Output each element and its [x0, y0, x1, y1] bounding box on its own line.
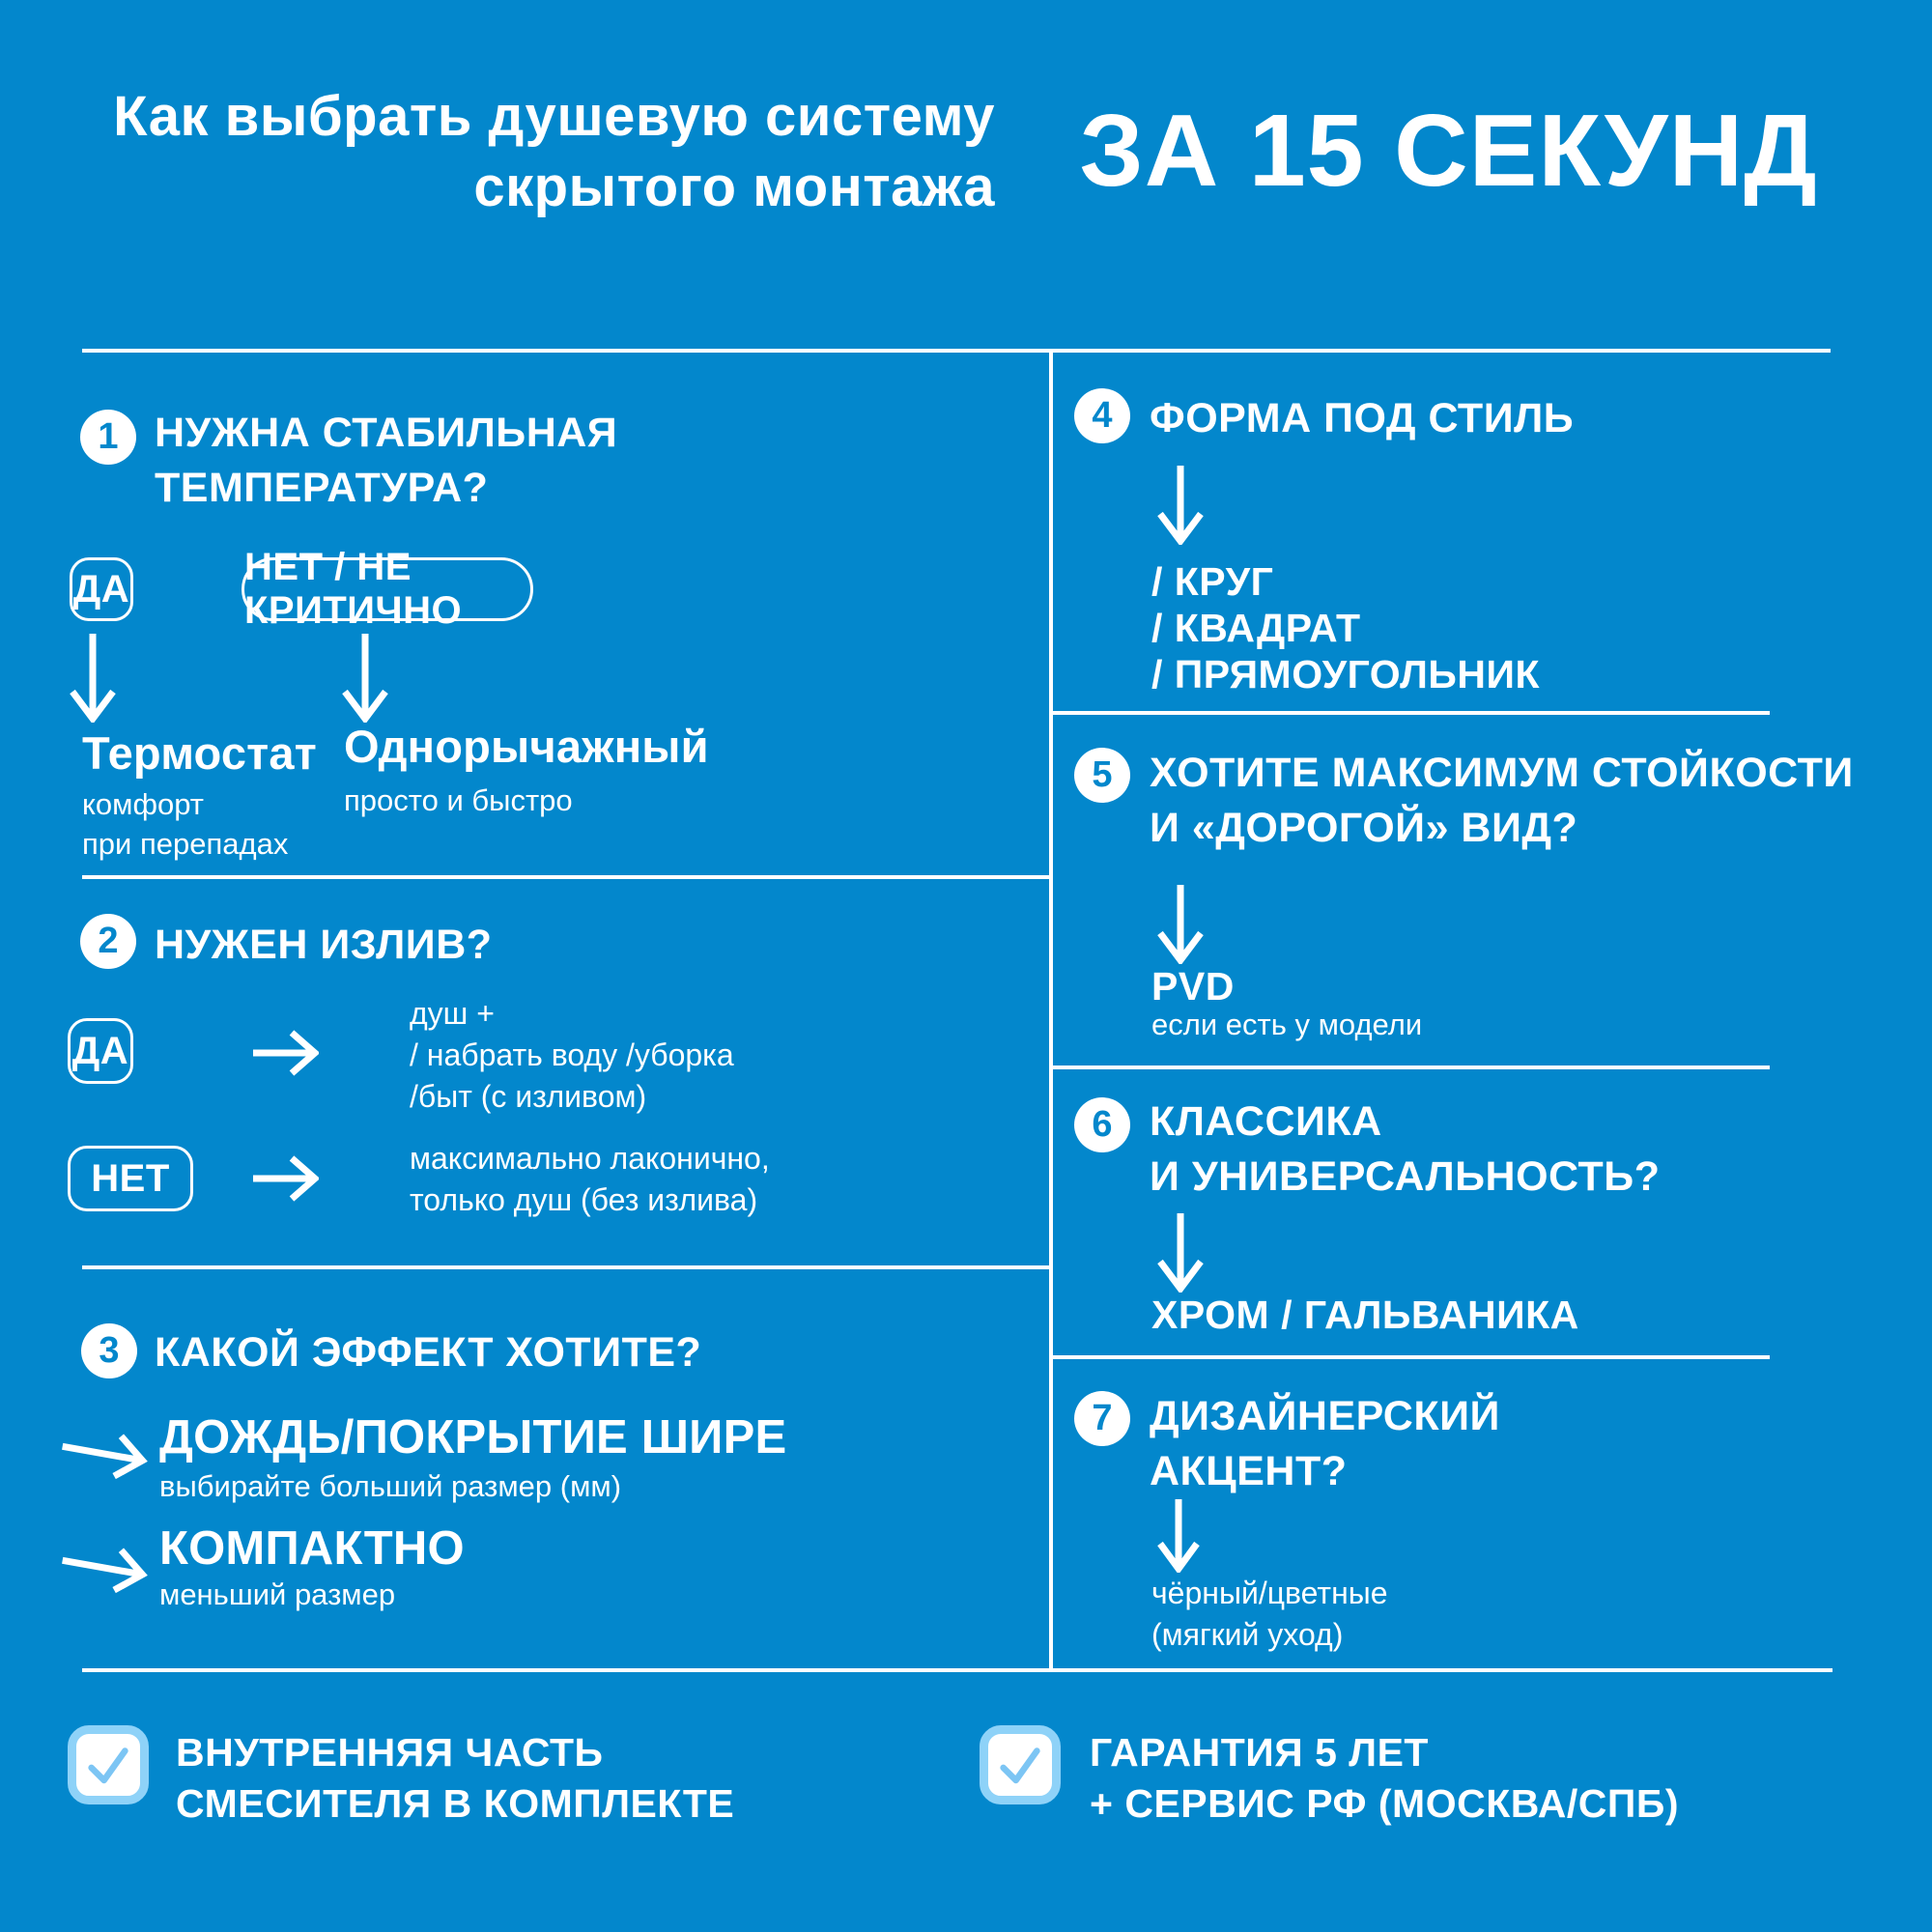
step4-badge: 4: [1074, 388, 1130, 443]
step2-yes-text-line3: /быт (с изливом): [410, 1079, 647, 1114]
step5-down-arrow-icon: [1155, 883, 1206, 964]
step1-badge: 1: [80, 410, 136, 465]
step3-option2-right-arrow-icon: [56, 1536, 152, 1599]
footer-checkbox2-checked-icon: [980, 1725, 1061, 1804]
step5-heading-line1: ХОТИТЕ МАКСИМУМ СТОЙКОСТИ: [1150, 750, 1854, 796]
step2-no-right-arrow-icon: [251, 1155, 319, 1202]
step5-heading-line2: И «ДОРОГОЙ» ВИД?: [1150, 805, 1578, 851]
step4-option-rectangle: / ПРЯМОУГОЛЬНИК: [1151, 652, 1540, 696]
step1-yes-result-title: Термостат: [82, 727, 317, 779]
step1-heading-line1: НУЖНА СТАБИЛЬНАЯ: [155, 410, 618, 456]
step6-badge: 6: [1074, 1097, 1130, 1152]
step6-heading: [1150, 1094, 1660, 1205]
top-divider: [82, 349, 1831, 353]
left-divider-2: [82, 1265, 1049, 1269]
step3-option2-title: КОМПАКТНО: [159, 1522, 465, 1575]
step7-heading-line2: АКЦЕНТ?: [1150, 1448, 1348, 1494]
right-divider-2: [1053, 1065, 1770, 1069]
step5-result-sub: если есть у модели: [1151, 1008, 1423, 1041]
step2-no-text-line1: максимально лаконично,: [410, 1141, 770, 1176]
step2-yes-text-line1: душ +: [410, 996, 495, 1031]
step6-heading-line2: И УНИВЕРСАЛЬНОСТЬ?: [1150, 1153, 1661, 1200]
step1-no-result-title: Однорычажный: [344, 721, 709, 772]
step7-down-arrow-icon: [1155, 1497, 1202, 1573]
step3-heading: КАКОЙ ЭФФЕКТ ХОТИТЕ?: [155, 1329, 702, 1376]
step7-heading-line1: ДИЗАЙНЕРСКИЙ: [1150, 1393, 1500, 1439]
step4-option-square: / КВАДРАТ: [1151, 606, 1361, 650]
footer-item1-label: [176, 1727, 734, 1830]
step5-result: PVD: [1151, 964, 1235, 1009]
footer-item2-label: [1090, 1727, 1679, 1830]
step6-down-arrow-icon: [1155, 1211, 1206, 1293]
step5-badge: 5: [1074, 748, 1130, 803]
step2-badge: 2: [80, 914, 136, 969]
step1-yes-result-sub-line2: при перепадах: [82, 827, 289, 861]
step3-badge: 3: [81, 1323, 137, 1378]
step2-no-text-line2: только душ (без излива): [410, 1182, 758, 1217]
left-divider-1: [82, 875, 1049, 879]
step6-result: ХРОМ / ГАЛЬВАНИКА: [1151, 1293, 1579, 1337]
footer-item2-line1: ГАРАНТИЯ 5 ЛЕТ: [1090, 1730, 1429, 1775]
right-divider-3: [1053, 1355, 1770, 1359]
step1-heading-line2: ТЕМПЕРАТУРА?: [155, 465, 489, 511]
step2-heading: НУЖЕН ИЗЛИВ?: [155, 922, 493, 968]
step7-badge: 7: [1074, 1391, 1130, 1446]
right-divider-1: [1053, 711, 1770, 715]
page-title-line1: Как выбрать душевую систему: [113, 85, 995, 148]
step2-no-chip: НЕТ: [68, 1146, 193, 1211]
footer-item1-line1: ВНУТРЕННЯЯ ЧАСТЬ: [176, 1730, 604, 1775]
step4-down-arrow-icon: [1155, 464, 1206, 545]
column-divider: [1049, 349, 1053, 1672]
step4-option-circle: / КРУГ: [1151, 559, 1274, 604]
big-title: ЗА 15 СЕКУНД: [1079, 94, 1818, 208]
step6-heading-line1: КЛАССИКА: [1150, 1098, 1382, 1145]
step3-option2-sub: меньший размер: [159, 1577, 396, 1611]
page-title: [82, 81, 995, 222]
step2-yes-chip: ДА: [68, 1018, 133, 1084]
footer-item1-line2: СМЕСИТЕЛЯ В КОМПЛЕКТЕ: [176, 1781, 735, 1826]
footer-checkbox1-checked-icon: [68, 1725, 149, 1804]
step7-result-line1: чёрный/цветные: [1151, 1576, 1388, 1610]
step7-result: [1151, 1573, 1388, 1656]
step3-option1-sub: выбирайте больший размер (мм): [159, 1469, 622, 1503]
step1-heading: [155, 406, 617, 516]
step1-yes-result-sub-line1: комфорт: [82, 787, 204, 821]
step1-no-chip: НЕТ / НЕ КРИТИЧНО: [242, 557, 533, 621]
step2-yes-text-line2: / набрать воду /уборка: [410, 1037, 734, 1072]
step3-option1-right-arrow-icon: [56, 1422, 152, 1485]
bottom-divider: [82, 1668, 1833, 1672]
step4-heading: ФОРМА ПОД СТИЛЬ: [1150, 395, 1575, 441]
step2-yes-text: [410, 993, 734, 1118]
page-title-line2: скрытого монтажа: [473, 156, 995, 218]
step4-options: [1151, 558, 1540, 697]
step5-heading: [1150, 746, 1854, 856]
footer-item2-line2: + СЕРВИС РФ (МОСКВА/СПБ): [1090, 1781, 1680, 1826]
step2-yes-right-arrow-icon: [251, 1030, 319, 1076]
step1-yes-down-arrow-icon: [68, 632, 118, 723]
step1-no-result-sub: просто и быстро: [344, 783, 573, 817]
step1-yes-chip: ДА: [70, 557, 133, 621]
step2-no-text: [410, 1138, 770, 1221]
step1-no-down-arrow-icon: [340, 632, 390, 723]
step7-result-line2: (мягкий уход): [1151, 1617, 1344, 1652]
step3-option1-title: ДОЖДЬ/ПОКРЫТИЕ ШИРЕ: [159, 1411, 787, 1463]
step1-yes-result-sub: [82, 784, 288, 864]
step7-heading: [1150, 1389, 1500, 1499]
